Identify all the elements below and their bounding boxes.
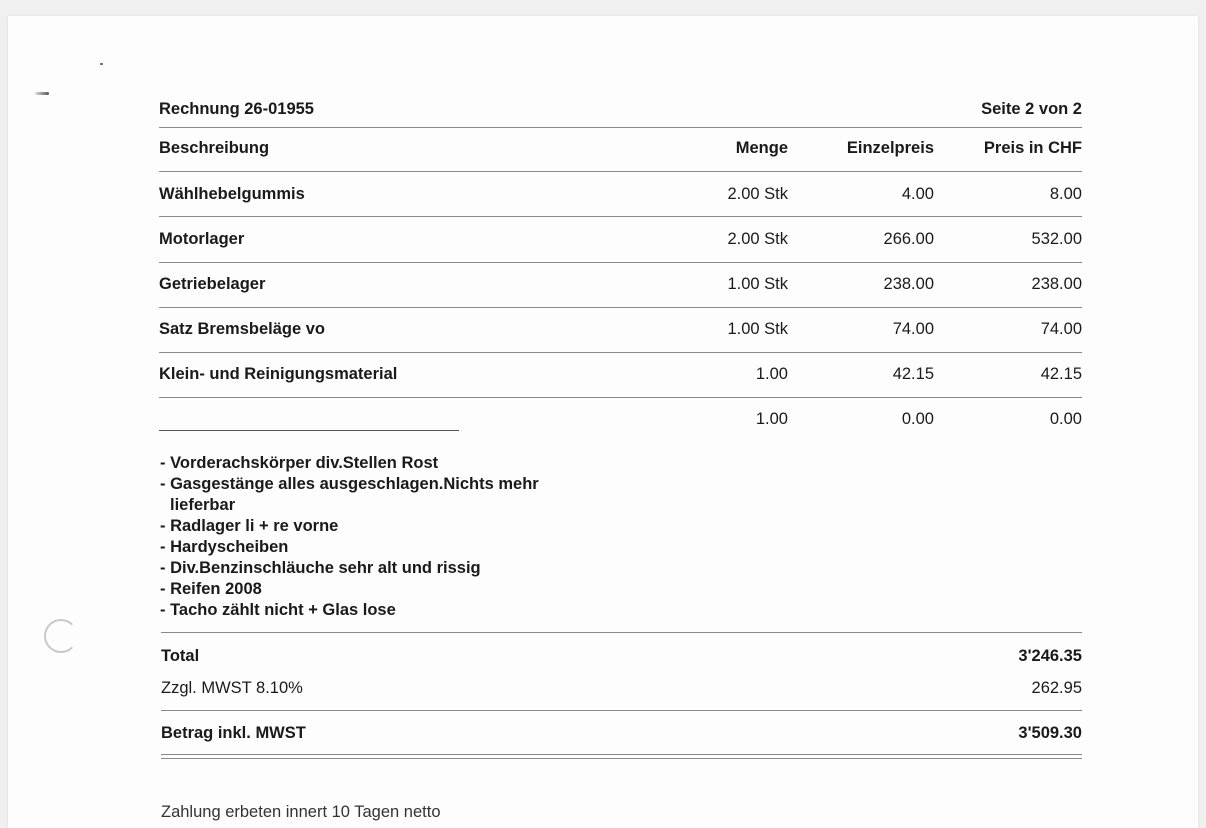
row-unit-price: 42.15 <box>892 365 934 383</box>
row-quantity: 1.00 Stk <box>727 275 788 293</box>
row-quantity: 1.00 <box>755 410 788 428</box>
grand-total-label: Betrag inkl. MWST <box>161 724 306 742</box>
row-description: Wählhebelgummis <box>159 185 305 203</box>
divider <box>159 262 1082 263</box>
remark-item: lieferbar <box>170 496 236 514</box>
row-description: Getriebelager <box>159 275 266 293</box>
table-row <box>159 185 1082 207</box>
row-unit-price: 4.00 <box>901 185 934 203</box>
remarks-list <box>160 453 539 621</box>
punch-hole-mark <box>44 619 78 653</box>
divider <box>161 710 1082 711</box>
row-description: Klein- und Reinigungsmaterial <box>159 365 398 383</box>
column-header-quantity: Menge <box>735 139 788 157</box>
table-row <box>159 320 1082 342</box>
row-unit-price: 0.00 <box>901 410 934 428</box>
blank-description-line <box>159 430 459 431</box>
divider <box>159 397 1082 398</box>
invoice-header <box>159 100 1082 122</box>
row-quantity: 1.00 Stk <box>727 320 788 338</box>
row-price: 238.00 <box>1031 275 1082 293</box>
row-description: Satz Bremsbeläge vo <box>159 320 325 338</box>
row-price: 0.00 <box>1049 410 1082 428</box>
table-row <box>159 230 1082 252</box>
row-price: 532.00 <box>1031 230 1082 248</box>
remark-item: - Radlager li + re vorne <box>160 517 339 535</box>
double-rule-bottom <box>161 758 1082 759</box>
divider <box>159 127 1082 128</box>
total-label: Total <box>161 647 200 665</box>
divider <box>159 307 1082 308</box>
row-price: 8.00 <box>1049 185 1082 203</box>
vat-value: 262.95 <box>1031 679 1082 697</box>
remark-item: - Gasgestänge alles ausgeschlagen.Nichts mehr <box>160 475 539 493</box>
column-header-description: Beschreibung <box>159 139 270 157</box>
table-row <box>159 275 1082 297</box>
total-row <box>161 647 1082 669</box>
remark-item: - Div.Benzinschläuche sehr alt und rissig <box>160 559 481 577</box>
row-unit-price: 266.00 <box>883 230 934 248</box>
invoice-title: Rechnung 26-01955 <box>159 100 314 118</box>
column-header-price: Preis in CHF <box>983 139 1082 157</box>
page-info: Seite 2 von 2 <box>981 100 1082 118</box>
grand-total-row <box>161 724 1082 746</box>
vat-row <box>161 679 1082 701</box>
remark-item: - Reifen 2008 <box>160 580 262 598</box>
row-price: 42.15 <box>1040 365 1082 383</box>
remark-item: - Vorderachskörper div.Stellen Rost <box>160 454 439 472</box>
divider <box>159 216 1082 217</box>
remark-item: - Tacho zählt nicht + Glas lose <box>160 601 396 619</box>
row-unit-price: 74.00 <box>892 320 934 338</box>
row-quantity: 2.00 Stk <box>727 230 788 248</box>
divider <box>159 352 1082 353</box>
row-unit-price: 238.00 <box>883 275 934 293</box>
table-row <box>159 410 1082 432</box>
grand-total-value: 3'509.30 <box>1018 724 1082 742</box>
table-header <box>159 139 1082 161</box>
payment-terms: Zahlung erbeten innert 10 Tagen netto <box>161 803 441 821</box>
row-quantity: 1.00 <box>755 365 788 383</box>
divider <box>159 171 1082 172</box>
row-description: Motorlager <box>159 230 245 248</box>
total-value: 3'246.35 <box>1018 647 1082 665</box>
remark-item: - Hardyscheiben <box>160 538 289 556</box>
scan-speck <box>100 63 103 65</box>
divider <box>161 632 1082 633</box>
column-header-unit-price: Einzelpreis <box>846 139 934 157</box>
scan-speck <box>35 92 49 95</box>
table-row <box>159 365 1082 387</box>
row-price: 74.00 <box>1040 320 1082 338</box>
double-rule-top <box>161 754 1082 755</box>
row-quantity: 2.00 Stk <box>727 185 788 203</box>
vat-label: Zzgl. MWST 8.10% <box>161 679 303 697</box>
